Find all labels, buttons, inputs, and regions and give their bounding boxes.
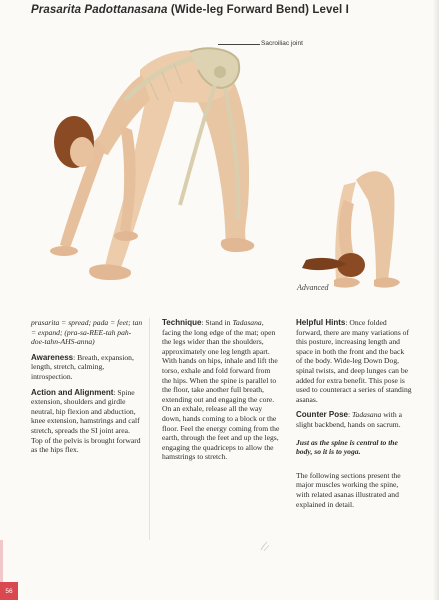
title-english: (Wide-leg Forward Bend) Level I	[167, 4, 349, 16]
sacroiliac-joint-callout: Sacroiliac joint	[261, 40, 303, 47]
page-title	[31, 4, 431, 16]
action-heading: Action and Alignment	[31, 387, 114, 397]
awareness-paragraph	[31, 353, 143, 382]
technique-paragraph	[162, 318, 280, 462]
page-number: 56	[0, 582, 18, 600]
awareness-text: : Breath, expansion, length, stretch, calming, introspection.	[31, 352, 134, 381]
action-paragraph	[31, 388, 143, 455]
technique-heading: Technique	[162, 318, 202, 327]
closing-paragraph: The following sections present the major muscles working the spine, with related asanas illustrated and explained in detail.	[296, 470, 401, 509]
technique-tadasana: Tadasana	[232, 318, 262, 327]
main-pose-illustration	[30, 30, 320, 300]
advanced-pose-illustration	[296, 160, 422, 300]
page-edge-shadow	[433, 0, 439, 600]
hints-text: : Once folded forward, there are many variations of this posture, increasing length and space in both the front and the back of the body. Wide-leg Down Dog, spinal twists, and deep lunges can be added for extra benefit. This pose is used to counteract a series of standing asanas.	[296, 318, 412, 404]
page-edge-accent	[0, 540, 3, 584]
title-sanskrit: Prasarita Padottanasana	[31, 4, 168, 16]
counter-pre: :	[348, 410, 353, 420]
spine-quote: Just as the spine is central to the body, so it is to yoga.	[296, 437, 398, 457]
text-column-2	[162, 318, 280, 468]
technique-pre: : Stand in	[201, 318, 233, 327]
sanskrit-translation: prasarita = spread; pada = feet; tan = expand; (pra-sa-REE-tah pah-doe-tahn-AHS-anna)	[31, 318, 143, 347]
callout-leader-line	[218, 44, 260, 45]
hints-paragraph	[296, 318, 412, 404]
text-column-3	[296, 318, 412, 515]
awareness-heading: Awareness	[31, 352, 74, 362]
technique-text: , facing the long edge of the mat; open the legs wider than the shoulders, approximately one leg length apart. With hands on hips, inhale and lift the torso, exhale and fold forward from the hips. When the spine is parallel to the floor, take another full breath, extending out and engaging the core. On an exhale, release all the way down, hands coming to a block or the floor. Feel the energy coming from the earth, through the feet and up the legs, engaging the quadriceps to allow the hamstrings to stretch.	[162, 318, 280, 462]
decorative-mark-icon	[258, 540, 272, 554]
action-text: : Spine extension, shoulders and girdle neutral, hip flexion and abduction, knee extension, hamstrings and calf stretch, spreads the SI joint area. Top of the pelvis is brought forward as the hips flex.	[31, 387, 141, 455]
hints-heading: Helpful Hints	[296, 318, 346, 327]
counter-tadasana: Tadasana	[352, 410, 382, 420]
text-column-1	[31, 318, 143, 461]
counter-pose-text: with a slight backbend, hands on sacrum.	[296, 410, 402, 429]
counter-pose-heading: Counter Pose	[296, 410, 349, 420]
counter-pose-paragraph	[296, 410, 412, 429]
advanced-label: Advanced	[297, 283, 329, 292]
column-divider	[149, 318, 150, 540]
